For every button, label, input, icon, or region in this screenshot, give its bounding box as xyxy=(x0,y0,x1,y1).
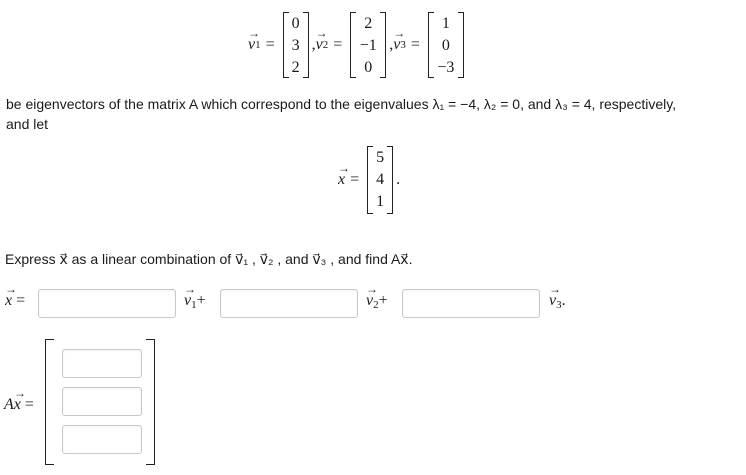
ax-label: → Ax = xyxy=(4,386,34,413)
eigen-description xyxy=(6,94,736,134)
v3-symbol: → v xyxy=(393,26,406,53)
v3-matrix: 1 0 −3 xyxy=(428,12,464,78)
x-symbol: → x xyxy=(338,161,350,188)
v2-symbol: → v xyxy=(315,26,328,53)
coefficient-input-1[interactable] xyxy=(38,289,176,318)
eigenvector-row: → v 1 = 0 3 2 , → v 2 = 2 −1 0 , → v 3 = 1 0 −3 xyxy=(248,10,467,80)
question-prompt: Express x⃗ as a linear combination of v⃗₁ , v⃗₂ , and v⃗₃ , and find Ax⃗. xyxy=(5,251,413,267)
v1-matrix: 0 3 2 xyxy=(283,12,309,78)
coefficient-input-2[interactable] xyxy=(220,289,358,318)
description-line-1: be eigenvectors of the matrix A which correspond to the eigenvalues λ₁ = −4, λ₂ = 0, and λ₃ = 4, respectively, xyxy=(6,96,677,112)
x-matrix: 5 4 1 xyxy=(367,146,393,214)
result-bracket-right xyxy=(146,339,155,465)
coefficient-input-3[interactable] xyxy=(402,289,540,318)
v1-term: → $v_1+$ xyxy=(184,282,206,311)
description-line-2: and let xyxy=(6,116,49,132)
v2-term: → $v_2+$ xyxy=(366,282,388,311)
result-input-3[interactable] xyxy=(62,425,142,454)
combo-x-label: → x = xyxy=(5,282,26,309)
result-bracket-left xyxy=(45,339,54,465)
x-vector-row: → x = 5 4 1 . xyxy=(338,145,400,215)
result-input-1[interactable] xyxy=(62,349,142,378)
result-input-2[interactable] xyxy=(62,387,142,416)
v3-term: → $v_3$. xyxy=(549,282,566,311)
v1-symbol: → v xyxy=(248,26,260,53)
v2-matrix: 2 −1 0 xyxy=(350,12,386,78)
